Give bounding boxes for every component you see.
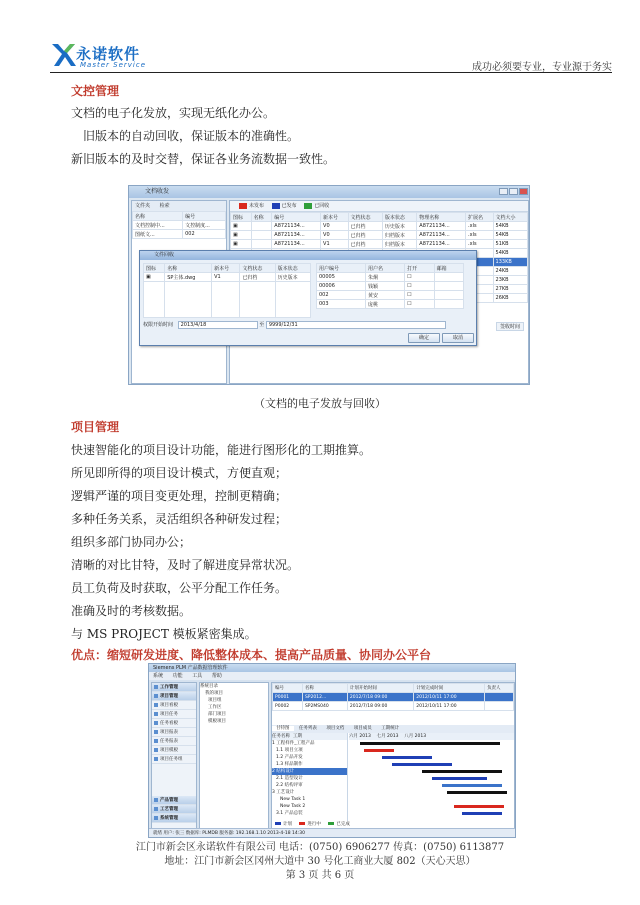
gantt-bar[interactable] <box>442 784 502 787</box>
nav-item[interactable]: 项目任务组 <box>152 755 196 764</box>
tab-gantt[interactable]: 甘特图 <box>272 726 294 731</box>
gantt-legend: 计划 进行中 已完成 <box>272 821 514 827</box>
table-row[interactable]: 24KB <box>231 267 528 276</box>
timeline-header: 六月 2013 七月 2013 八月 2013 <box>349 733 514 740</box>
task-row[interactable]: New Task 2 <box>280 804 306 809</box>
project-line-5: 组织多部门协同办公； <box>71 535 192 549</box>
tree-item[interactable]: 我的项目 <box>205 691 223 696</box>
tree-header-code: 编号 <box>183 212 226 221</box>
logo-english-text: Master Service <box>80 61 147 69</box>
open-checkbox[interactable]: ☐ <box>407 301 412 307</box>
dialog-title: 文件回收 <box>140 251 476 260</box>
company-logo <box>50 40 170 74</box>
nav-group-product[interactable]: 产品管理 <box>152 796 196 805</box>
project-line-2: 所见即所得的项目设计模式，方便直观； <box>71 466 288 480</box>
task-row-selected[interactable]: 2 结构设计 <box>272 768 347 775</box>
published-swatch <box>272 203 280 209</box>
gantt-bar[interactable] <box>422 770 502 773</box>
menu-tools[interactable]: 工具 <box>192 673 203 679</box>
sign-time-column[interactable]: 签收时间 <box>496 322 524 331</box>
recalled-swatch <box>304 203 312 209</box>
table-row[interactable]: P0002 SP2MS040 2012/7/18 09:00 2012/10/11 17:00 <box>273 702 514 711</box>
nav-item[interactable]: 任务报表 <box>152 737 196 746</box>
gantt-tabs <box>272 725 514 733</box>
tree-item[interactable]: 项目组 <box>208 698 222 703</box>
nav-group-project[interactable]: 项目管理 <box>152 692 196 701</box>
menu-bar <box>149 672 515 680</box>
dialog-file-table: 图标 名称 新本号 文档状态 版本状态 ▣ SP主体.dwg V1 已归档 历史版本 <box>143 263 311 318</box>
gantt-bar[interactable] <box>447 791 507 794</box>
tree-row[interactable]: 图纸文... 002 <box>133 230 226 239</box>
doc-line-1: 文档的电子化发放，实现无纸化办公。 <box>71 106 276 120</box>
tree-row[interactable]: 文档控制中... 文控制度... <box>133 221 226 230</box>
project-grid: 编号 名称 计划开始时间 计划完成时间 负责人 P0001 SP2012... 2012/7/18 09:00 2012/10/11 17:00 P0002 SP2MS040 2012/7/18 09:00 2012/10/11 17:00 <box>272 683 514 711</box>
task-row[interactable]: 1.2 产品开发 <box>276 755 303 760</box>
tree-item[interactable]: 部门项目 <box>208 712 226 717</box>
tab-documents[interactable]: 项目文档 <box>326 726 345 731</box>
cancel-button[interactable]: 取消 <box>442 333 474 343</box>
footer-address: 地址：江门市新会区冈州大道中 30 号化工商业大厦 802（天心天思） <box>164 856 476 867</box>
page-header <box>0 0 640 78</box>
header-slogan: 成功必须要专业，专业源于务实 <box>472 62 612 73</box>
project-line-8: 准确及时的考核数据。 <box>71 604 192 618</box>
open-checkbox[interactable]: ☐ <box>407 292 412 298</box>
logo-mark-icon <box>50 40 78 70</box>
table-row[interactable]: ▣ A8721134... V0 已归档 历史版本 A8721134... .xls 54KB <box>231 222 528 231</box>
status-bar: 就绪 用户: 张三 数据库: PLMDB 服务器: 192.168.1.10 2013-4-18 14:30 <box>149 828 515 837</box>
status-legend: 未发布 已发布 已回收 <box>230 201 528 212</box>
nav-group-work[interactable]: 工作管理 <box>152 683 196 692</box>
unpublished-swatch <box>239 203 247 209</box>
navigation-panel <box>151 682 197 830</box>
folder-tree <box>132 211 226 239</box>
table-row-selected[interactable]: P0001 SP2012... 2012/7/18 09:00 2012/10/11 17:00 <box>273 693 514 702</box>
folder-tabs <box>132 201 226 211</box>
project-line-9: 与 MS PROJECT 模板紧密集成。 <box>71 627 257 641</box>
tab-folder[interactable]: 文件夹 <box>135 203 151 209</box>
task-row[interactable]: 2.2 结构评审 <box>276 783 303 788</box>
tree-item[interactable]: 工作区 <box>208 705 222 710</box>
table-row[interactable]: ▣ A8721134... V0 已归档 归档版本 A8721134... .xls 54KB <box>231 231 528 240</box>
gantt-bar[interactable] <box>364 749 394 752</box>
maximize-button[interactable] <box>509 188 518 195</box>
table-row[interactable]: ▣ A8721134... V1 已归档 归档版本 A8721134... .xls 51KB <box>231 240 528 249</box>
gantt-bar[interactable] <box>454 805 504 808</box>
task-list: 任务名称 工期 1 工程样件_工程产品 1.1 项目立项 1.2 产品开发 1.3 样品制作 2 结构设计 2.1 造型设计 2.2 结构评审 3 工艺设计 New Task 1 New Task 2 3.1 产品总装 <box>272 733 348 821</box>
table-row-selected[interactable]: 133KB <box>231 258 528 267</box>
header-divider <box>50 72 612 73</box>
gantt-bar[interactable] <box>392 763 452 766</box>
project-line-3: 逻辑严谨的项目变更处理，控制更精确； <box>71 489 288 503</box>
tab-members[interactable]: 项目成员 <box>353 726 372 731</box>
menu-help[interactable]: 帮助 <box>211 673 222 679</box>
start-date-field[interactable]: 2013/4/18 <box>178 321 258 329</box>
task-row[interactable]: 1.1 项目立项 <box>276 748 303 753</box>
user-row[interactable]: 003 庞桃 ☐ <box>317 300 464 309</box>
figure-caption-1: （文档的电子发放与回收） <box>254 397 386 410</box>
open-checkbox[interactable]: ☐ <box>407 283 412 289</box>
logo-chinese-text: 永诺软件 <box>76 45 141 63</box>
table-row[interactable]: 54KB <box>231 249 528 258</box>
doc-line-3: 新旧版本的及时交替，保证各业务流数据一致性。 <box>71 152 336 166</box>
task-row[interactable]: 3 工艺设计 <box>272 790 295 795</box>
tree-item[interactable]: 模板项目 <box>208 719 226 724</box>
permission-date-row: 权限开始时间 2013/4/18 至 9999/12/31 <box>143 321 446 329</box>
table-row[interactable]: 27KB <box>231 285 528 294</box>
doc-control-heading: 文控管理 <box>71 84 120 98</box>
project-line-7: 员工负荷及时获取，公平分配工作任务。 <box>71 581 288 595</box>
table-row[interactable]: 26KB <box>231 294 528 303</box>
task-row[interactable]: New Task 1 <box>280 797 306 802</box>
gantt-chart <box>272 733 514 821</box>
user-row[interactable]: 00005 朱炯 ☐ <box>317 273 464 282</box>
project-main-panel <box>271 682 515 830</box>
project-line-4: 多种任务关系，灵活组织各种研发过程； <box>71 512 288 526</box>
task-row[interactable]: 2.1 造型设计 <box>276 776 303 781</box>
gantt-bar[interactable] <box>462 812 502 815</box>
nav-item[interactable]: 任务看板 <box>152 719 196 728</box>
user-row[interactable]: 002 黄安 ☐ <box>317 291 464 300</box>
nav-item[interactable]: 项目报表 <box>152 728 196 737</box>
close-button[interactable] <box>519 188 528 195</box>
minimize-button[interactable] <box>499 188 508 195</box>
tab-statistics[interactable]: 工期统计 <box>381 726 400 731</box>
table-row[interactable]: ▣ SP主体.dwg V1 已归档 历史版本 <box>144 273 311 282</box>
project-heading: 项目管理 <box>71 420 120 434</box>
advantage-line: 优点：缩短研发进度、降低整体成本、提高产品质量、协同办公平台 <box>71 648 432 662</box>
gantt-bar[interactable] <box>360 742 500 745</box>
nav-group-system[interactable]: 系统管理 <box>152 814 196 823</box>
recall-dialog <box>139 250 477 346</box>
footer-company: 江门市新会区永诺软件有限公司 电话：(0750) 6906277 传真：(0750) 6113877 <box>135 842 505 853</box>
task-row[interactable]: 3.1 产品总装 <box>276 811 303 816</box>
task-row[interactable]: 1 工程样件_工程产品 <box>272 741 315 746</box>
project-line-1: 快速智能化的项目设计功能，能进行图形化的工期推算。 <box>71 443 372 457</box>
window-titlebar <box>129 186 529 198</box>
open-checkbox[interactable]: ☐ <box>407 274 412 280</box>
user-row[interactable]: 00006 钱颖 ☐ <box>317 282 464 291</box>
tab-task-list[interactable]: 任务列表 <box>298 726 317 731</box>
tab-search[interactable]: 检索 <box>159 203 170 209</box>
nav-item[interactable]: 项目任务 <box>152 710 196 719</box>
document-distribution-screenshot <box>128 185 530 385</box>
page-number: 第 3 页 共 6 页 <box>285 870 355 881</box>
ok-button[interactable]: 确定 <box>408 333 440 343</box>
table-header-row: 图标 名称 编号 新本号 文档状态 版本状态 物理名称 扩展名 文档大小 <box>231 213 528 222</box>
table-row[interactable]: 23KB <box>231 276 528 285</box>
doc-line-2: 旧版本的自动回收，保证版本的准确性。 <box>83 129 300 143</box>
window-title: 文档收发 <box>145 188 170 195</box>
dialog-user-table: 用户编号 用户名 打开 邮箱 00005 朱炯 ☐ 00006 钱颖 ☐ 002 黄安 ☐ 003 庞桃 ☐ <box>316 263 464 309</box>
menu-function[interactable]: 功能 <box>172 673 183 679</box>
menu-system[interactable]: 系统 <box>153 673 164 679</box>
gantt-bar[interactable] <box>432 777 487 780</box>
gantt-bar[interactable] <box>382 756 432 759</box>
project-line-6: 清晰的对比甘特，及时了解进度异常状况。 <box>71 558 300 572</box>
tree-item[interactable]: 系统目录 <box>200 684 218 689</box>
project-management-screenshot <box>148 663 516 838</box>
window-title: Siemens PLM 产品数据管理软件 <box>149 664 515 672</box>
tree-header-name: 名称 <box>133 212 183 221</box>
nav-item[interactable]: 项目模板 <box>152 746 196 755</box>
project-tree <box>199 682 269 830</box>
nav-group-process[interactable]: 工艺管理 <box>152 805 196 814</box>
nav-item[interactable]: 项目看板 <box>152 701 196 710</box>
task-row[interactable]: 1.3 样品制作 <box>276 762 303 767</box>
end-date-field[interactable]: 9999/12/31 <box>266 321 446 329</box>
